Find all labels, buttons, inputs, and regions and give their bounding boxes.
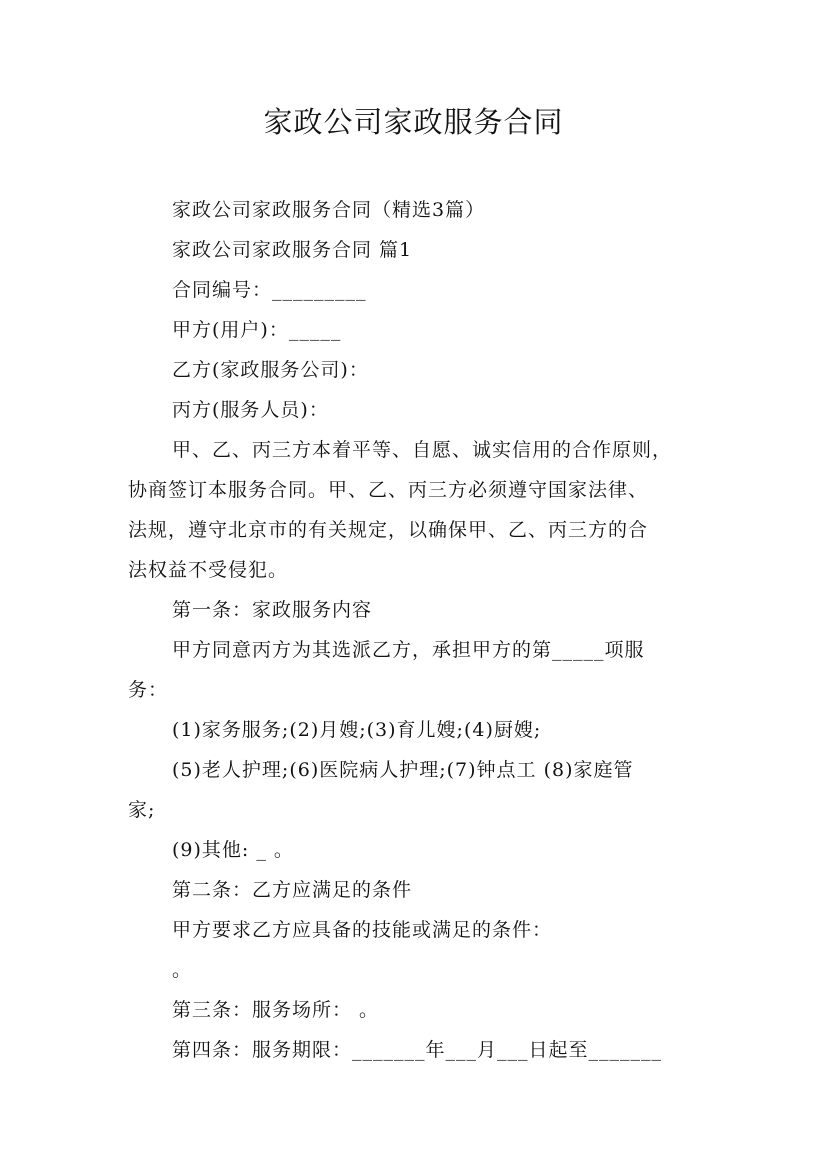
party-b: 乙方(家政服务公司)： [172, 359, 369, 381]
paragraph-line: 甲、乙、丙三方本着平等、自愿、诚实信用的合作原则， [172, 439, 673, 461]
article-heading: 第三条：服务场所： 。 [172, 999, 380, 1021]
service-list-line: (1)家务服务;(2)月嫂;(3)育儿嫂;(4)厨嫂; [172, 719, 542, 741]
document-title: 家政公司家政服务合同 [263, 105, 564, 139]
party-a: 甲方(用户)：_____ [172, 319, 342, 341]
article-heading: 第二条：乙方应满足的条件 [172, 879, 413, 901]
paragraph-line: 务： [128, 679, 169, 701]
party-c: 丙方(服务人员)： [172, 399, 329, 421]
article-heading: 第一条：家政服务内容 [172, 599, 373, 621]
paragraph-line: 法规，遵守北京市的有关规定，以确保甲、乙、丙三方的合 [128, 519, 649, 541]
service-list-line: (9)其他: _ 。 [172, 839, 294, 861]
service-list-line: 家; [128, 799, 156, 821]
service-list-line: (5)老人护理;(6)医院病人护理;(7)钟点工 (8)家庭管 [172, 759, 634, 781]
paragraph-line: 甲方要求乙方应具备的技能或满足的条件： [172, 919, 553, 941]
paragraph-line: 协商签订本服务合同。甲、乙、丙三方必须遵守国家法律、 [128, 479, 649, 501]
paragraph-line: 甲方同意丙方为其选派乙方，承担甲方的第_____项服 [172, 639, 645, 661]
paragraph-line: 法权益不受侵犯。 [128, 559, 289, 581]
paragraph-line: 。 [172, 959, 193, 981]
article-heading: 第四条：服务期限：_______年___月___日起至_______ [172, 1039, 663, 1061]
contract-number: 合同编号：_________ [172, 279, 367, 301]
doc-subtitle: 家政公司家政服务合同（精选3篇） [172, 199, 486, 221]
section-heading: 家政公司家政服务合同 篇1 [172, 239, 413, 261]
